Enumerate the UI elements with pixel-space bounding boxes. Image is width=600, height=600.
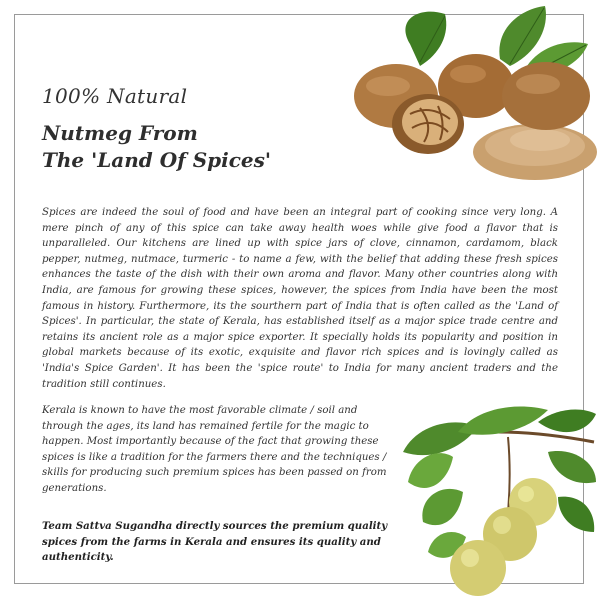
leaf-icon [405,12,446,66]
title-line-2: The 'Land Of Spices' [42,148,272,172]
subtitle: 100% Natural [42,84,188,108]
leaf-icon [408,453,453,488]
nutmeg-fruit-image [398,402,598,598]
kerala-paragraph: Kerala is known to have the most favorable climate / soil and through the ages, its land has remained fertile for the magic to happen. Most importantly because of the fact that growing these spices is like a tradition for the farmers there and the techniques / skills for producing such premium spices has been passed on from generations. [42,405,387,494]
intro-paragraph: Spices are indeed the soul of food and have been an integral part of cooking since very long. A mere pinch of any of this spice can take away health woes while give food a flavor that is unparalleled. Our kitchens are lined up with spice jars of clove, cinnamon, cardamom, black pepper, nutmeg, nutmace, turmeric - to name a few, with the belief that adding these fresh spices enhances the taste of the dish with their own aroma and flavor. Many other countries along with India, are famous for growing these spices, however, the spices from India have been the most famous in history. Furthermore, its the sourthern part of India that is often called as the 'Land of Spices'. In particular, the state of Kerala, has established itself as a major spice trade centre and retains its ancient role as a major spice exporter. It specially holds its popularity and position in global markets because of its exotic, exquisite and flavor rich spices and is lovingly called as 'India's Spice Garden'. It has been the 'spice route' to India for many ancient traders and the tradition still continues. [42,207,558,390]
leaf-icon [558,497,594,532]
leaf-icon [458,406,548,434]
nutmeg-image [350,4,598,190]
leaf-icon [538,409,596,432]
leaf-icon [422,489,463,525]
nutmeg-nut [502,62,590,130]
page-title [42,120,271,174]
title-line-1: Nutmeg From [42,121,198,145]
leaf-icon [548,451,596,483]
nutmeg-fruit [450,540,506,596]
sourcing-paragraph: Team Sattva Sugandha directly sources the premium quality spices from the farms in Kerala and ensures its quality and authenticity. [42,520,388,564]
